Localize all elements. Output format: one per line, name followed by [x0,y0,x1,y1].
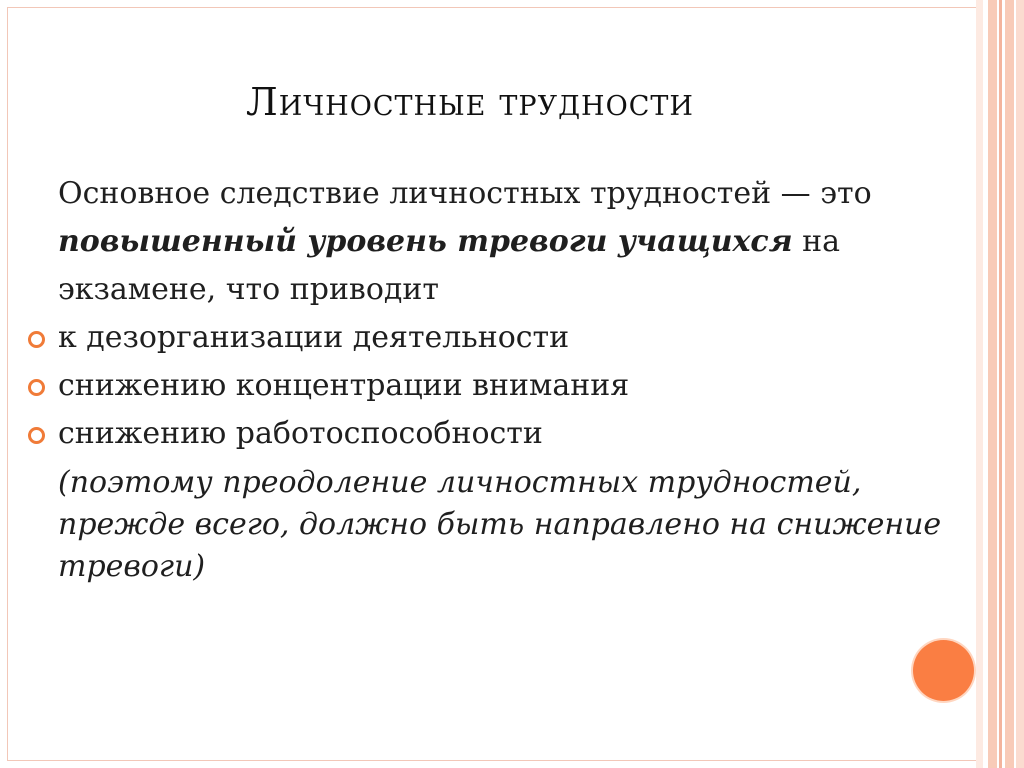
circle-bullet-icon [28,331,45,348]
stripe [976,0,983,768]
note-text: (поэтому преодоление личностных трудностей, прежде всего, должно быть направлено на снижение тревоги) [58,465,942,584]
bullet-list [58,314,958,458]
list-item [58,410,958,458]
slide-title: Личностные трудности [246,80,694,124]
stripe [1005,0,1014,768]
list-item [58,362,958,410]
list-item [58,314,958,362]
stripe [1016,0,1024,768]
list-item-text: к дезорганизации деятельности [58,320,570,355]
intro-text-end: на экзамене, что приводит [58,224,840,307]
circle-bullet-icon [28,379,45,396]
orange-circle-decoration [913,640,974,701]
intro-emphasis: повышенный уровень тревоги учащихся [58,224,793,259]
intro-paragraph [58,170,958,314]
list-item-text: снижению концентрации внимания [58,368,630,403]
slide-content [58,170,958,588]
stripe [988,0,997,768]
decorative-stripes [976,0,1024,768]
circle-bullet-icon [28,427,45,444]
stripe [999,0,1002,768]
list-item-text: снижению работоспособности [58,416,543,451]
intro-text-start: Основное следствие личностных трудностей — это [58,176,872,211]
